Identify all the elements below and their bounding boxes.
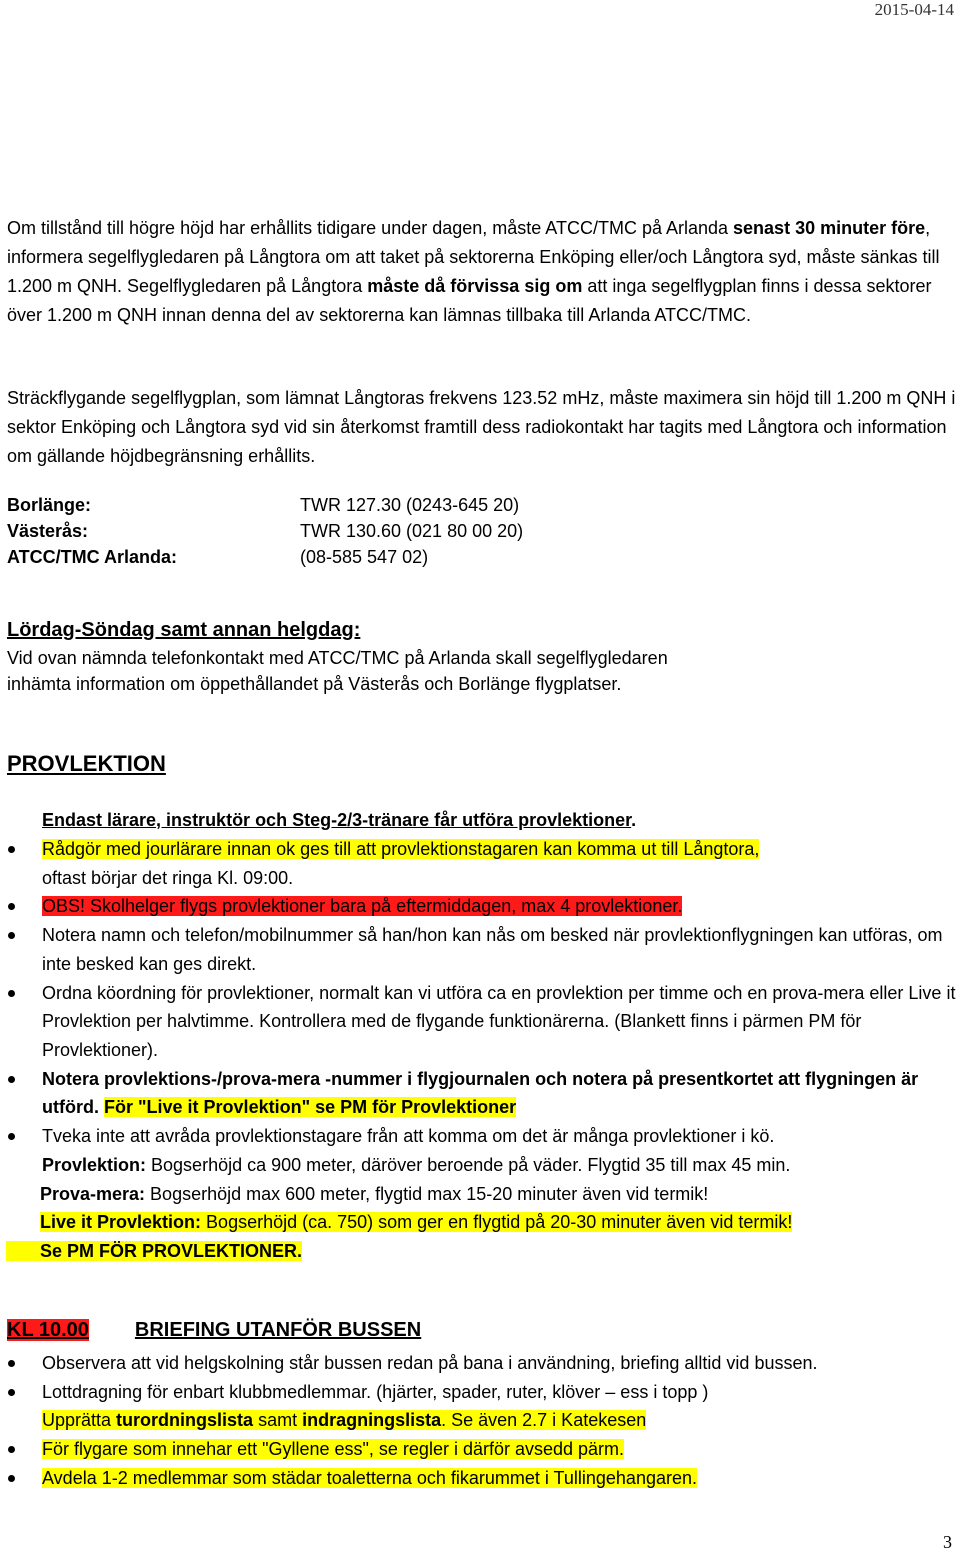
text: samt [253,1410,303,1431]
bold-text: turordningslista [116,1410,254,1431]
text: Upprätta [42,1410,117,1431]
weekend-line: Vid ovan nämnda telefonkontakt med ATCC/TMC på Arlanda skall segelflygledaren [7,648,668,668]
list-item [0,835,960,892]
bold-text: senast 30 minuter före [733,218,926,238]
list-item [0,1122,960,1151]
detail-row [0,1237,792,1266]
list-item [0,1349,960,1378]
contact-value: (08-585 547 02) [300,547,429,567]
list-item [0,1435,960,1464]
text: . Se även 2.7 i Katekesen [441,1410,647,1431]
list-item [0,979,960,1065]
bullet-icon [8,1446,15,1453]
page-number: 3 [943,1532,952,1552]
contact-label: ATCC/TMC Arlanda: [7,547,177,567]
highlight-text: För flygare som innehar ett "Gyllene ess", se regler i därför avsedd pärm. [42,1439,625,1460]
paragraph-atcc [7,214,959,330]
highlight-text: Avdela 1-2 medlemmar som städar toaletterna och fikarummet i Tullingehangaren. [42,1467,697,1488]
briefing-heading [7,1319,421,1342]
bullet-icon [8,1475,15,1482]
se-pm-text: Se PM FÖR PROVLEKTIONER. [6,1241,302,1261]
page-date: 2015-04-14 [874,0,954,19]
highlight-text [42,1410,646,1430]
weekend-heading: Lördag-Söndag samt annan helgdag: [7,619,361,641]
contact-value: TWR 127.30 (0243-645 20) [300,495,520,515]
intro-text: Endast lärare, instruktör och Steg-2/3-tränare får utföra provlektioner [42,810,632,830]
bullet-icon [8,990,15,997]
bullet-icon [8,1389,15,1396]
detail-text: Bogserhöjd ca 900 meter, däröver beroende på väder. Flygtid 35 till max 45 min. [146,1155,791,1175]
list-item [0,1378,960,1435]
detail-label: Live it Provlektion: [40,1212,202,1233]
text: oftast börjar det ringa Kl. 09:00. [42,867,294,888]
text: Om tillstånd till högre höjd har erhållits tidigare under dagen, måste ATCC/TMC på Arlanda [7,218,734,238]
detail-label: Prova-mera: [40,1183,146,1204]
detail-row [0,1208,792,1237]
briefing-title: BRIEFING UTANFÖR BUSSEN [134,1319,422,1341]
weekend-line: inhämta information om öppethållandet på Västerås och Borlänge flygplatser. [7,674,622,694]
bullet-icon [8,1133,15,1140]
list-item [0,921,960,978]
bullet-icon [8,1360,15,1367]
provlektion-list [0,835,960,1151]
text: Lottdragning för enbart klubbmedlemmar. (hjärter, spader, ruter, klöver – ess i topp ) [42,1381,709,1402]
detail-text: Bogserhöjd (ca. 750) som ger en flygtid på 20-30 minuter även vid termik! [201,1212,793,1233]
highlight-row [40,1212,792,1232]
list-item [0,1464,960,1493]
detail-label: Provlektion: [42,1155,147,1175]
bullet-icon [8,846,15,853]
bullet-icon [8,932,15,939]
text: Ordna köordning för provlektioner, normalt kan vi utföra ca en provlektion per timme och en prova-mera eller Live it Provlektion per halvtimme. Kontrollera med de flygande funktionärerna. (Blankett finns i pärmen PM för Provlektioner). [42,982,956,1060]
detail-row [0,1151,792,1180]
contact-label: Borlänge: [7,495,92,515]
highlight-text: Rådgör med jourlärare innan ok ges till att provlektionstagaren kan komma ut till Långtora, [42,839,760,859]
provlektion-intro [42,806,636,834]
red-highlight-text: OBS! Skolhelger flygs provlektioner bara på eftermiddagen, max 4 provlektioner. [42,896,683,917]
detail-row [0,1180,792,1209]
text: Tveka inte att avråda provlektionstagare från att komma om det är många provlektioner i kö. [42,1126,775,1147]
provlektion-details [0,1151,792,1266]
list-item [0,1065,960,1122]
bold-text: indragningslista [302,1410,442,1431]
highlight-text: För "Live it Provlektion" se PM för Provlektioner [104,1097,517,1118]
text: Observera att vid helgskolning står bussen redan på bana i användning, briefing alltid vid bussen. [42,1353,818,1373]
list-item [0,892,960,921]
text: att inga segelflygplan finns i dessa sektorer över 1.200 m QNH innan denna del av sektorerna kan lämnas tillbaka till Arlanda ATCC/TMC. [7,276,932,325]
intro-end: . [631,810,637,830]
bullet-icon [8,903,15,910]
bold-text: måste då förvissa sig om [367,276,583,296]
contact-value: TWR 130.60 (021 80 00 20) [300,521,524,541]
text: , informera segelflygledaren på Långtora om att taket på sektorerna Enköping eller/och Långtora syd, måste sänkas till 1.200 m QNH. Segelflygledaren på Långtora [7,218,940,296]
detail-text: Bogserhöjd max 600 meter, flygtid max 15-20 minuter även vid termik! [145,1183,709,1204]
provlektion-heading: PROVLEKTION [7,751,166,776]
paragraph-strackflyg: Sträckflygande segelflygplan, som lämnat Långtoras frekvens 123.52 mHz, måste maximera sin höjd till 1.200 m QNH i sektor Enköping och Långtora syd vid sin återkomst framtill dess radiokontakt har tagits med Långtora och information om gällande höjdbegränsning erhållits. [7,388,956,466]
weekend-body [7,645,668,697]
bold-text: Notera provlektions-/prova-mera -nummer i flygjournalen och notera på presentkortet att flygningen är utförd. [42,1068,919,1118]
briefing-time: KL 10.00 [7,1319,89,1341]
bullet-icon [8,1076,15,1083]
briefing-list [0,1349,960,1493]
text: Notera namn och telefon/mobilnummer så han/hon kan nås om besked när provlektionflygningen kan utföras, om inte besked kan ges direkt. [42,925,943,974]
contact-label: Västerås: [7,521,89,541]
